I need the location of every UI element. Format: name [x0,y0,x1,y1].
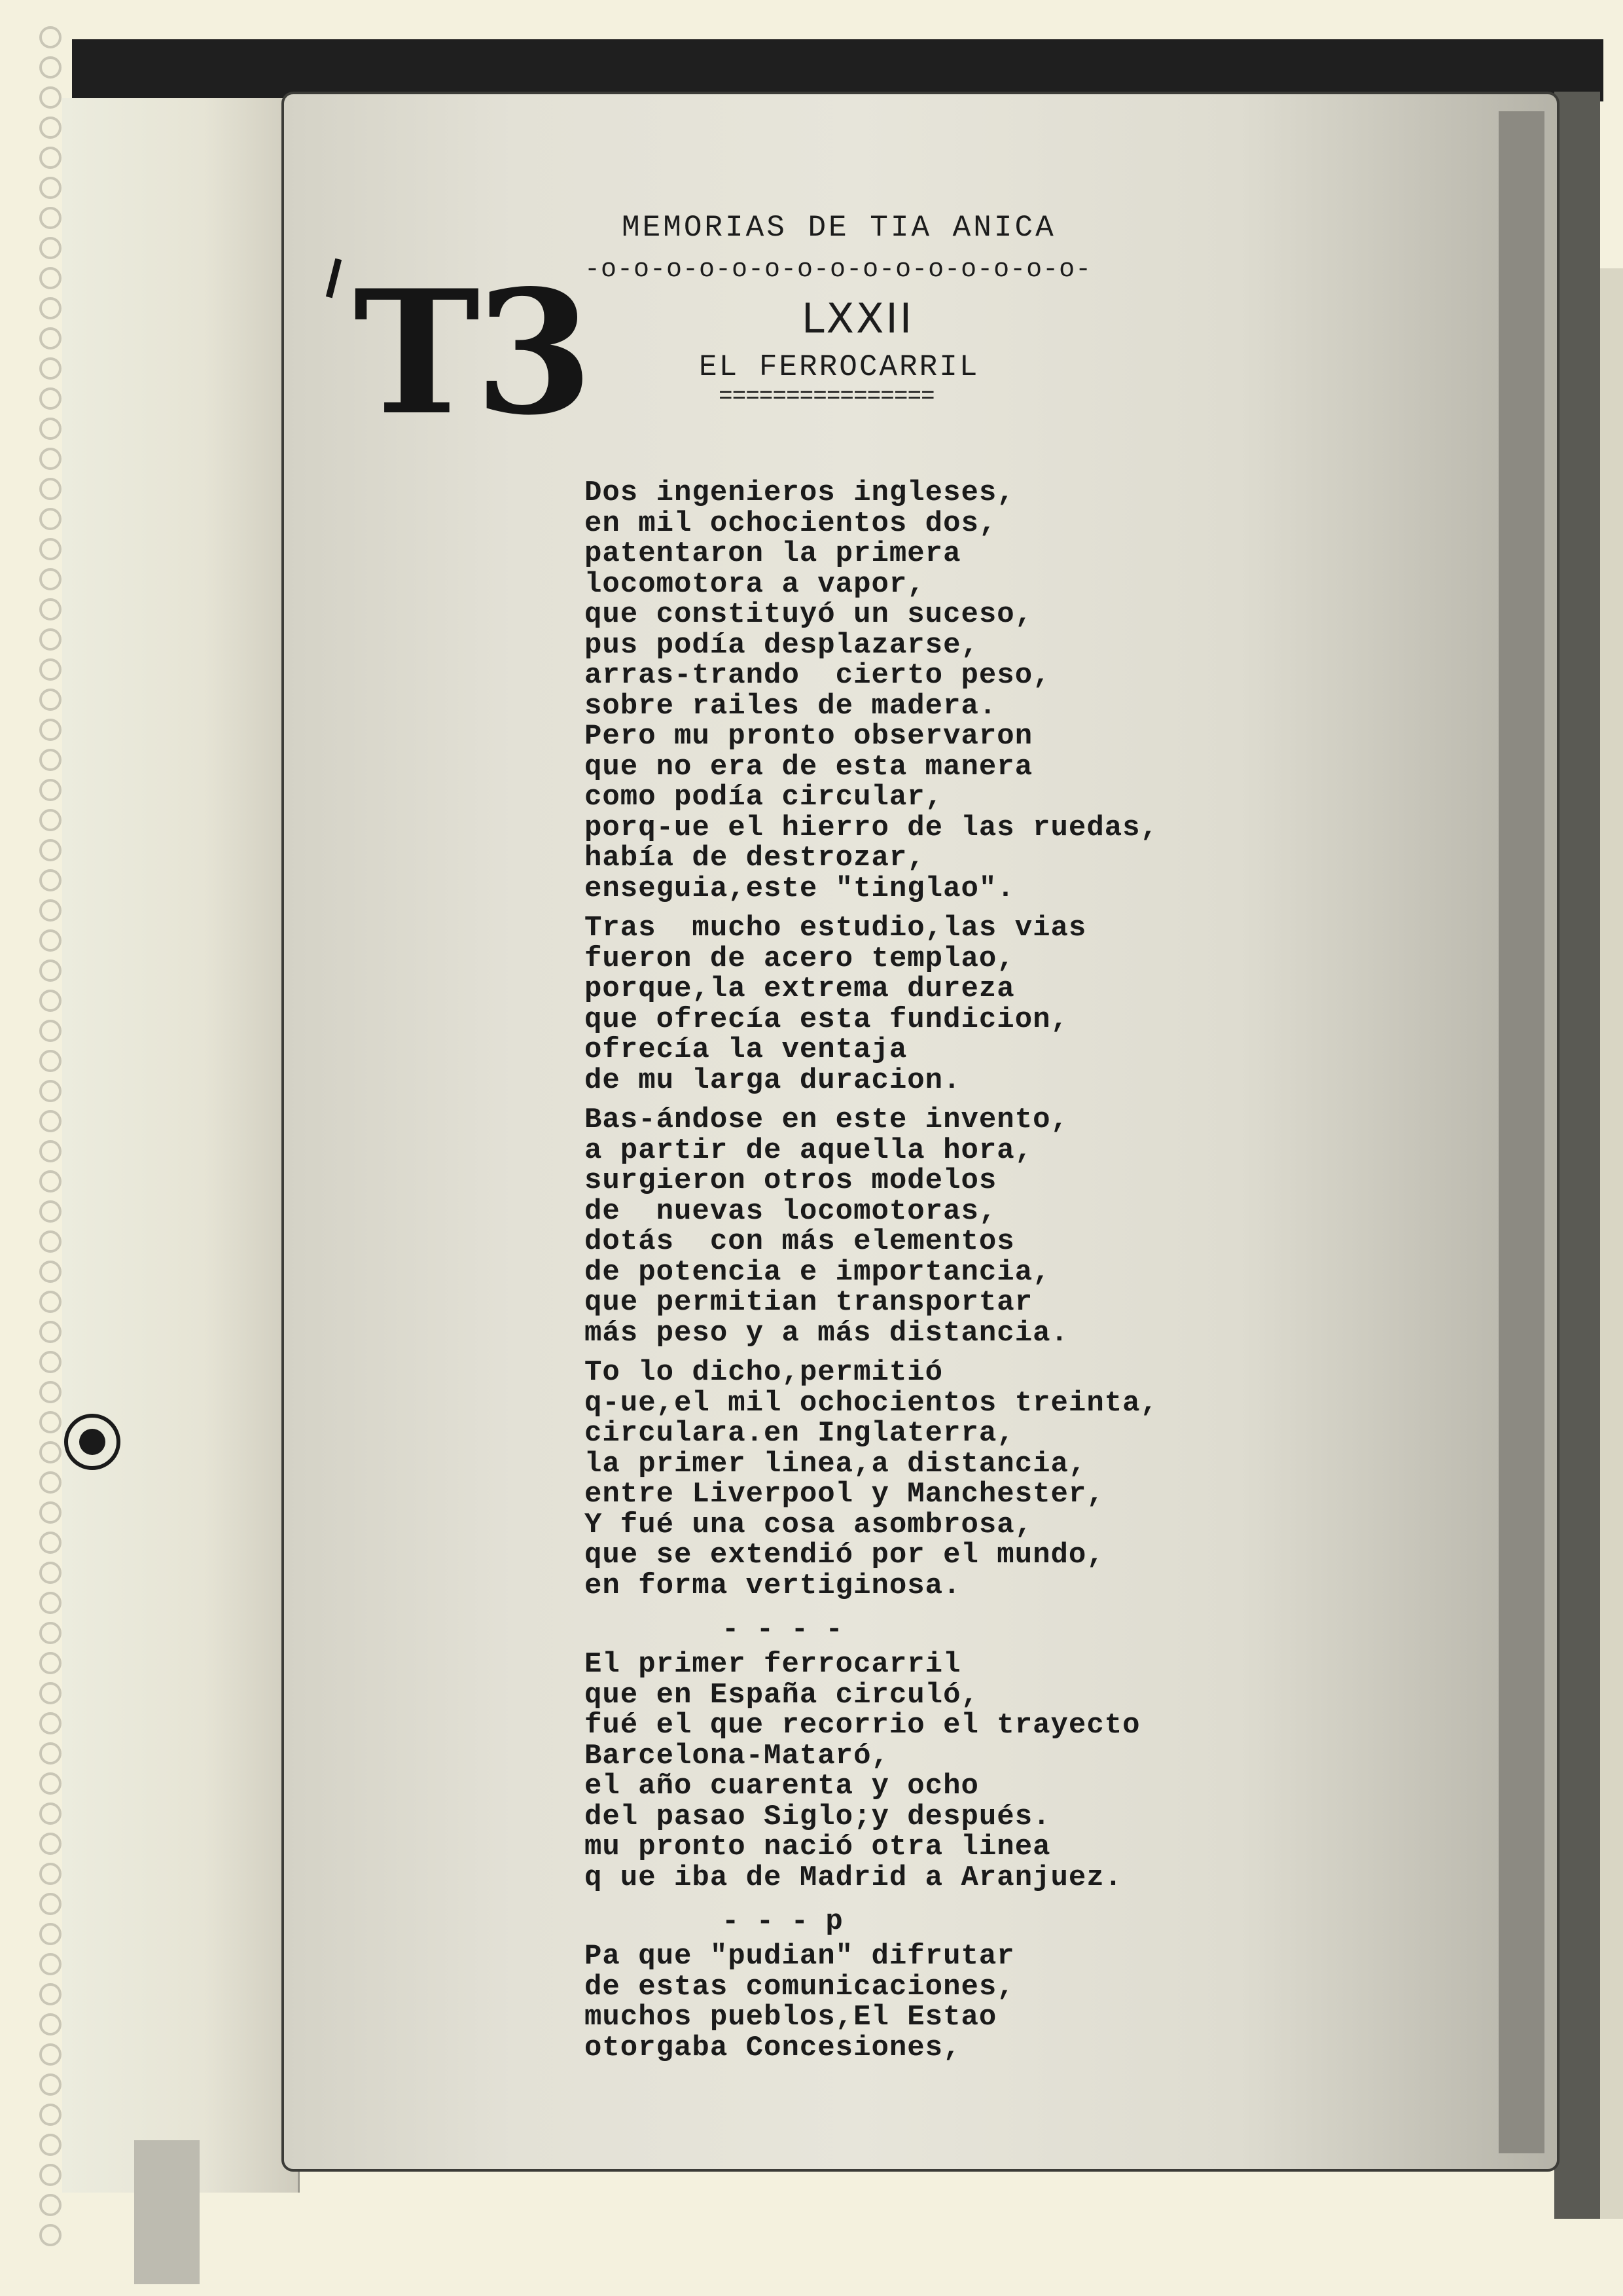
poem-line: de estas comunicaciones, [584,1970,1015,2003]
binder-hole [39,2104,62,2126]
poem-line: muchos pueblos,El Estao [584,2001,997,2034]
binder-ring-center [79,1429,105,1455]
binder-hole [39,387,62,410]
poem-line: ofrecía la ventaja [584,1033,908,1066]
title-rule: -o-o-o-o-o-o-o-o-o-o-o-o-o-o-o- [584,255,1092,285]
binder-hole [39,1562,62,1584]
section-separator: - - - - [722,1613,843,1646]
binder-hole [39,1411,62,1433]
binder-hole [39,1772,62,1795]
poem-line: que se extendió por el mundo, [584,1539,1105,1571]
binder-hole [39,1893,62,1915]
binder-hole [39,1261,62,1283]
binder-hole [39,1923,62,1945]
binder-hole [39,1532,62,1554]
binder-right-edge [1554,92,1600,2219]
poem-line: fué el que recorrio el trayecto [584,1709,1141,1742]
binder-hole [39,658,62,681]
binder-hole [39,719,62,741]
binder-hole [39,1020,62,1042]
poem-line: locomotora a vapor, [584,567,925,601]
poem-line: surgieron otros modelos [584,1164,997,1197]
poem-line: Y fué una cosa asombrosa, [584,1508,1033,1541]
binder-hole [39,448,62,470]
binder-hole [39,1953,62,1975]
binder-hole [39,2164,62,2186]
section-separator: - - - p [722,1905,843,1938]
binder-hole [39,2043,62,2066]
binder-hole [39,1140,62,1162]
document-title: MEMORIAS DE TIA ANICA [622,211,1056,245]
left-page-shadow [134,2140,200,2284]
stamp-label: T3 [353,253,588,453]
poem-line: en forma vertiginosa. [584,1569,961,1602]
binder-hole [39,929,62,952]
poem-line: a partir de aquella hora, [584,1134,1033,1167]
binder-hole [39,2073,62,2096]
binder-holes [26,26,65,2278]
poem-line: que permitian transportar [584,1286,1033,1319]
poem-line: Bas-ándose en este invento, [584,1103,1069,1136]
binder-hole [39,478,62,500]
binder-hole [39,2224,62,2246]
poem-line: patentaron la primera [584,537,961,570]
poem-line: fueron de acero templao, [584,942,1015,975]
binder-hole [39,1471,62,1494]
poem-line: como podía circular, [584,781,944,814]
poem-line: q-ue,el mil ochocientos treinta, [584,1386,1158,1420]
poem-line: enseguia,este "tinglao". [584,872,1015,905]
binder-hole [39,56,62,79]
binder-hole [39,1742,62,1765]
binder-hole [39,357,62,380]
poem-line: más peso y a más distancia. [584,1316,1069,1350]
binder-hole [39,26,62,48]
binder-hole [39,1863,62,1885]
binder-hole [39,1351,62,1373]
binder-hole [39,1712,62,1734]
poem-line: Tras mucho estudio,las vias [584,912,1087,944]
binder-hole [39,1110,62,1132]
poem-line: la primer linea,a distancia, [584,1447,1087,1480]
binder-hole [39,1441,62,1463]
binder-hole [39,117,62,139]
binder-hole [39,1983,62,2005]
binder-hole [39,809,62,831]
poem-line: El primer ferrocarril [584,1648,961,1681]
poem-line: que constituyó un suceso, [584,598,1033,631]
binder-hole [39,538,62,560]
poem-line: Pero mu pronto observaron [584,720,1033,753]
binder-hole [39,899,62,922]
binder-hole [39,237,62,259]
binder-hole [39,1501,62,1524]
binder-hole [39,1592,62,1614]
poem-line: que en España circuló, [584,1678,979,1712]
poem-line: porque,la extrema dureza [584,973,1015,1005]
poem-line: del pasao Siglo;y después. [584,1800,1051,1833]
poem-line: Pa que "pudian" difrutar [584,1940,1015,1973]
stanza [584,913,1435,1096]
poem-line: que no era de esta manera [584,750,1033,783]
poem-line: de mu larga duracion. [584,1064,961,1097]
binder-hole [39,628,62,651]
chapter-title: EL FERROCARRIL [699,350,980,384]
binder-hole [39,327,62,350]
poem-line: había de destrozar, [584,842,925,874]
poem-line: porq-ue el hierro de las ruedas, [584,811,1158,844]
stanza [584,1357,1435,1601]
poem-body [584,478,1435,2072]
binder-hole [39,297,62,319]
binder-hole [39,598,62,620]
binder-hole [39,1321,62,1343]
stanza [584,478,1435,904]
poem-line: de nuevas locomotoras, [584,1194,997,1228]
binder-hole [39,568,62,590]
binder-hole [39,86,62,109]
binder-hole [39,1230,62,1253]
stanza [584,1941,1435,2063]
binder-hole [39,1682,62,1704]
binder-hole [39,1291,62,1313]
poem-line: entre Liverpool y Manchester, [584,1478,1105,1511]
binder-hole [39,2134,62,2156]
binder-hole [39,147,62,169]
poem-line: circulara.en Inglaterra, [584,1417,1015,1450]
binder-hole [39,1050,62,1072]
poem-line: de potencia e importancia, [584,1255,1051,1289]
poem-line: sobre railes de madera. [584,689,997,723]
binder-hole [39,960,62,982]
poem-line: q ue iba de Madrid a Aranjuez. [584,1861,1123,1894]
binder-hole [39,749,62,771]
binder-hole [39,1170,62,1193]
binder-hole [39,2194,62,2216]
poem-line: pus podía desplazarse, [584,628,979,662]
chapter-rule: ================ [719,383,935,410]
binder-hole [39,990,62,1012]
poem-line: mu pronto nació otra linea [584,1831,1051,1863]
binder-hole [39,689,62,711]
binder-hole [39,207,62,229]
page-right-shadow [1499,111,1544,2153]
binder-hole [39,1833,62,1855]
binder-hole [39,508,62,530]
poem-line: otorgaba Concesiones, [584,2031,961,2064]
binder-hole [39,1652,62,1674]
poem-line: arras-trando cierto peso, [584,659,1051,692]
stanza [584,1649,1435,1893]
poem-line: To lo dicho,permitió [584,1356,944,1389]
binder-hole [39,869,62,891]
left-page-edge [62,98,300,2193]
poem-line: dotás con más elementos [584,1225,1015,1258]
poem-line: el año cuarenta y ocho [584,1770,979,1803]
binder-hole [39,779,62,801]
binder-hole [39,418,62,440]
binder-hole [39,1080,62,1102]
binder-hole [39,267,62,289]
stanza [584,1105,1435,1348]
poem-line: Barcelona-Mataró, [584,1739,889,1772]
poem-line: en mil ochocientos dos, [584,507,997,540]
poem-line: Dos ingenieros ingleses, [584,476,1015,509]
binder-hole [39,839,62,861]
poem-line: que ofrecía esta fundicion, [584,1003,1069,1036]
binder-hole [39,1803,62,1825]
binder-hole [39,1381,62,1403]
binder-hole [39,1622,62,1644]
chapter-number: LXXII [802,295,914,342]
binder-hole [39,2013,62,2036]
binder-hole [39,177,62,199]
binder-hole [39,1200,62,1223]
